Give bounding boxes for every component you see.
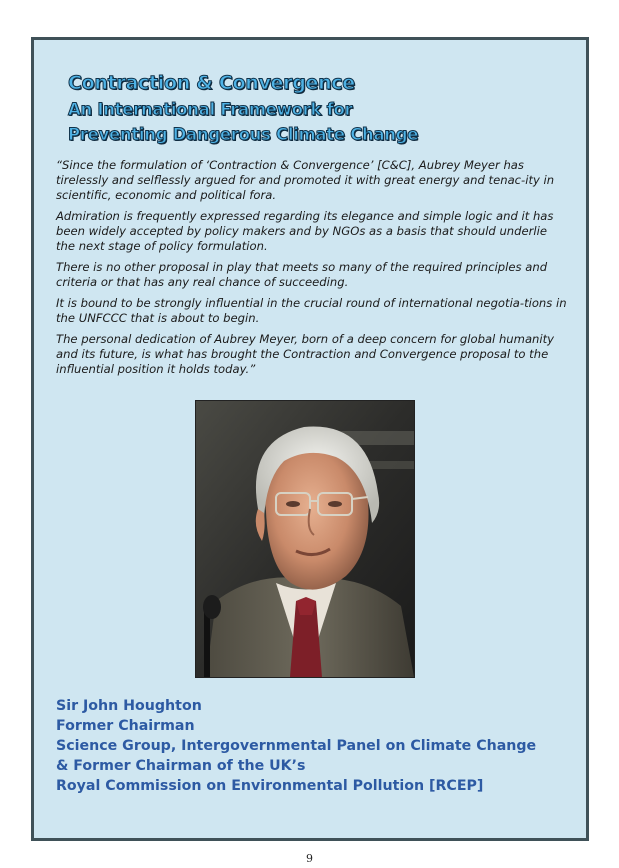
- attribution-line: Science Group, Intergovernmental Panel on Climate Change: [56, 738, 537, 754]
- attribution-line: Royal Commission on Environmental Pollution [RCEP]: [56, 778, 484, 794]
- title-line-2: An International Framework for: [68, 100, 353, 119]
- content-panel: [31, 37, 589, 841]
- attribution: [56, 696, 536, 796]
- testimonial-quote: [56, 158, 568, 383]
- page-title: [68, 70, 418, 147]
- quote-paragraph: There is no other proposal in play that meets so many of the required principles and criteria or that has any real chance of succeeding.: [56, 260, 548, 289]
- quote-paragraph: Admiration is frequently expressed regarding its elegance and simple logic and it has been widely accepted by policy makers and by NGOs as a basis that should underlie the next stage of policy formulation.: [56, 209, 554, 253]
- attribution-name: Sir John Houghton: [56, 698, 202, 714]
- title-line-1: Contraction & Convergence: [68, 72, 355, 94]
- attribution-line: Former Chairman: [56, 718, 195, 734]
- quote-paragraph: “Since the formulation of ‘Contraction & Convergence’ [C&C], Aubrey Meyer has tirelessly and selflessly argued for and promoted it with great energy and tenac-ity in scientific, economic and political fora.: [56, 158, 555, 202]
- attribution-line: & Former Chairman of the UK’s: [56, 758, 306, 774]
- portrait-photo: [195, 400, 415, 678]
- quote-paragraph: It is bound to be strongly influential in the crucial round of international negotia-tions in the UNFCCC that is about to begin.: [56, 296, 567, 325]
- quote-paragraph: The personal dedication of Aubrey Meyer, born of a deep concern for global humanity and its future, is what has brought the Contraction and Convergence proposal to the influential position it holds today.”: [56, 332, 555, 376]
- title-line-3: Preventing Dangerous Climate Change: [68, 125, 419, 144]
- page-number: 9: [306, 852, 313, 865]
